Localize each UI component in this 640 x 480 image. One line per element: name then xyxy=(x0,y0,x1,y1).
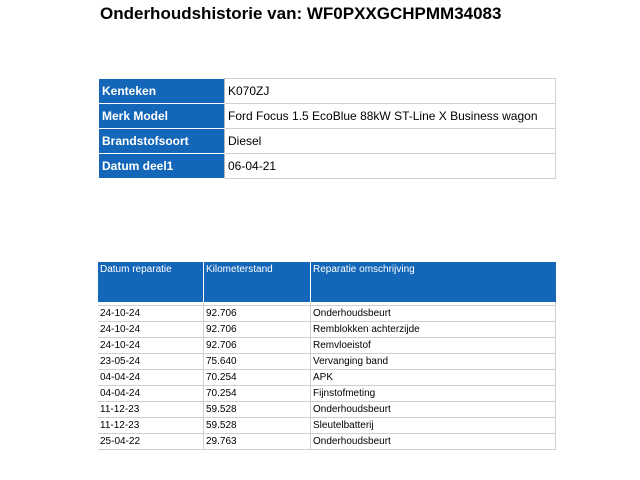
vehicle-value: Diesel xyxy=(225,129,556,154)
table-row xyxy=(98,434,556,450)
history-header-row xyxy=(98,262,556,302)
vehicle-value: K070ZJ xyxy=(225,79,556,104)
cell-kilometerstand: 59.528 xyxy=(204,402,311,418)
cell-kilometerstand: 70.254 xyxy=(204,370,311,386)
table-row xyxy=(98,322,556,338)
cell-omschrijving: Onderhoudsbeurt xyxy=(311,434,556,450)
cell-omschrijving: Sleutelbatterij xyxy=(311,418,556,434)
vehicle-value: 06-04-21 xyxy=(225,154,556,179)
cell-kilometerstand: 75.640 xyxy=(204,354,311,370)
table-row xyxy=(98,418,556,434)
cell-omschrijving: Onderhoudsbeurt xyxy=(311,402,556,418)
vehicle-label: Brandstofsoort xyxy=(99,129,225,154)
cell-kilometerstand: 70.254 xyxy=(204,386,311,402)
cell-datum: 11-12-23 xyxy=(98,418,204,434)
cell-kilometerstand: 59.528 xyxy=(204,418,311,434)
vehicle-label: Kenteken xyxy=(99,79,225,104)
cell-omschrijving: Onderhoudsbeurt xyxy=(311,306,556,322)
cell-datum: 24-10-24 xyxy=(98,322,204,338)
cell-datum: 24-10-24 xyxy=(98,338,204,354)
cell-omschrijving: Fijnstofmeting xyxy=(311,386,556,402)
cell-kilometerstand: 92.706 xyxy=(204,306,311,322)
vehicle-row-datum-deel1 xyxy=(99,154,556,179)
cell-kilometerstand: 92.706 xyxy=(204,338,311,354)
cell-kilometerstand: 92.706 xyxy=(204,322,311,338)
cell-datum: 04-04-24 xyxy=(98,370,204,386)
column-header-kilometerstand: Kilometerstand xyxy=(204,262,311,302)
vehicle-label: Merk Model xyxy=(99,104,225,129)
cell-datum: 24-10-24 xyxy=(98,306,204,322)
cell-kilometerstand: 29.763 xyxy=(204,434,311,450)
history-body xyxy=(98,302,556,450)
cell-omschrijving: Remblokken achterzijde xyxy=(311,322,556,338)
cell-datum: 25-04-22 xyxy=(98,434,204,450)
cell-omschrijving: APK xyxy=(311,370,556,386)
table-row xyxy=(98,370,556,386)
cell-omschrijving: Remvloeistof xyxy=(311,338,556,354)
cell-datum: 23-05-24 xyxy=(98,354,204,370)
cell-datum: 11-12-23 xyxy=(98,402,204,418)
table-row xyxy=(98,354,556,370)
table-row xyxy=(98,338,556,354)
vehicle-row-brandstofsoort xyxy=(99,129,556,154)
cell-datum: 04-04-24 xyxy=(98,386,204,402)
vehicle-info-table xyxy=(98,78,556,179)
column-header-omschrijving: Reparatie omschrijving xyxy=(311,262,556,302)
vehicle-label: Datum deel1 xyxy=(99,154,225,179)
repair-history-table xyxy=(98,262,556,450)
page-title: Onderhoudshistorie van: WF0PXXGCHPMM34083 xyxy=(100,4,502,23)
vehicle-row-kenteken xyxy=(99,79,556,104)
vehicle-value: Ford Focus 1.5 EcoBlue 88kW ST-Line X Business wagon xyxy=(225,104,556,129)
table-row xyxy=(98,306,556,322)
column-header-datum: Datum reparatie xyxy=(98,262,204,302)
table-row xyxy=(98,402,556,418)
vehicle-row-merk-model xyxy=(99,104,556,129)
cell-omschrijving: Vervanging band xyxy=(311,354,556,370)
table-row xyxy=(98,386,556,402)
